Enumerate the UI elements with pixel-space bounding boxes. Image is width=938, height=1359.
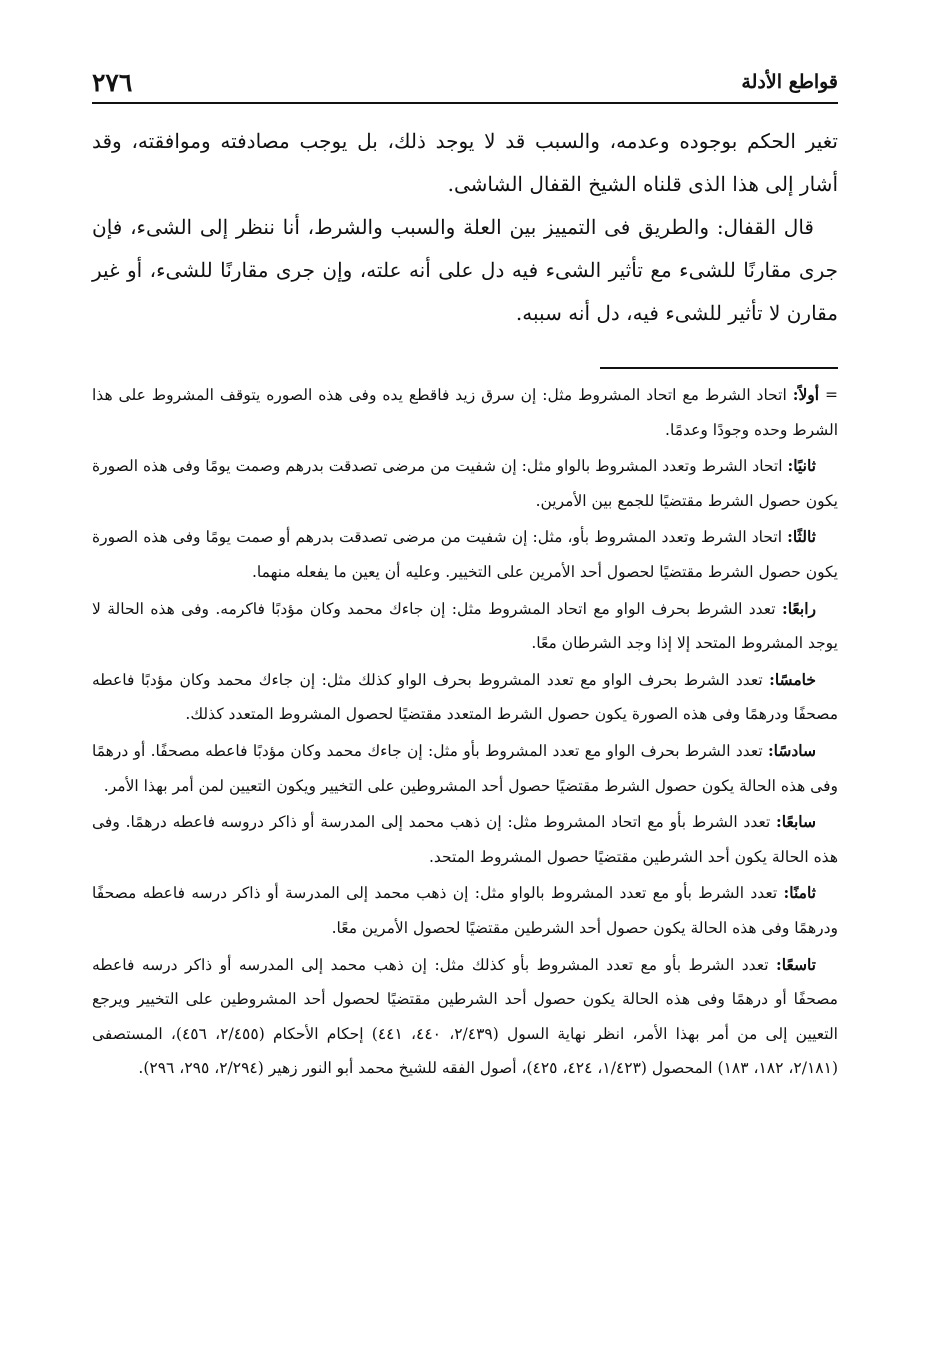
footnote-divider	[600, 367, 838, 369]
footnote-text: اتحاد الشرط مع اتحاد المشروط مثل: إن سرق زيد فاقطع يده وفى هذه الصوره يتوقف المشروط على هذا الشرط وحده وجودًا وعدمًا.	[92, 386, 838, 439]
footnote-text: اتحاد الشرط وتعدد المشروط بأو، مثل: إن شفيت من مرضى تصدقت بدرهم أو صمت يومًا وفى هذه الصورة يكون حصول الشرط مقتضيًا لحصول أحد الأمرين على التخيير. وعليه أن يعين ما يفعله منهما.	[92, 528, 838, 581]
footnote-text: تعدد الشرط بحرف الواو مع تعدد المشروط بحرف الواو كذلك مثل: إن جاءك محمد وكان مؤدبًا فاعطه مصحفًا ودرهمًا وفى هذه الصورة يكون حصول الشرط المتعدد مقتضيًا لحصول المشروط المتعدد كذلك.	[92, 670, 838, 724]
footnote-item-5	[92, 663, 838, 732]
footnote-prefix: =	[819, 386, 839, 404]
footnote-item-7	[92, 805, 838, 874]
footnote-label: رابعًا:	[781, 598, 816, 618]
footnote-text: تعدد الشرط بحرف الواو مع اتحاد المشروط مثل: إن جاءك محمد وكان مؤدبًا فاكرمه. وفى هذه الحالة لا يوجد المشروط المتحد إلا إذا وجد الشرطان معًا.	[92, 599, 838, 653]
page-header	[92, 62, 838, 104]
footnote-label: سابعًا:	[776, 812, 816, 832]
footnote-item-2	[92, 449, 838, 518]
footnote-item-8	[92, 876, 838, 945]
footnote-item-1	[92, 378, 838, 447]
footnote-text: تعدد الشرط بحرف الواو مع تعدد المشروط بأو مثل: إن جاءك محمد وكان مؤدبًا فاعطه مصحفًا. أو درهمًا وفى هذه الحالة يكون حصول الشرط مقتضيًا حصول أحد المشروطين على التخيير ويكون التعيين لمن أمر بهذا الأمر.	[92, 741, 838, 795]
running-title: قواطع الأدلة	[741, 71, 838, 93]
footnote-label: تاسعًا:	[776, 954, 816, 974]
footnote-label: ثامنًا:	[783, 883, 816, 903]
footnote-text: اتحاد الشرط وتعدد المشروط بالواو مثل: إن شفيت من مرضى تصدقت بدرهم وصمت يومًا وفى هذه الصورة يكون حصول الشرط مقتضيًا للجمع بين الأمرين.	[92, 457, 838, 510]
footnote-label: ثانيًا:	[787, 456, 816, 476]
main-text	[92, 120, 838, 335]
footnote-item-9	[92, 948, 838, 1086]
footnote-label: ثالثًا:	[787, 527, 816, 547]
footnote-item-4	[92, 592, 838, 661]
footnote-item-6	[92, 734, 838, 803]
page-number: ٢٧٦	[92, 67, 133, 97]
main-paragraph-2: قال القفال: والطريق فى التمييز بين العلة والسبب والشرط، أنا ننظر إلى الشىء، فإن جرى مقارنًا للشىء مع تأثير الشىء فيه دل على أنه علته، وإن جرى مقارنًا للشىء، أو غير مقارن لا تأثير للشىء فيه، دل أنه سببه.	[92, 215, 838, 325]
footnote-label: أولاً:	[792, 385, 820, 404]
footnote-label: خامسًا:	[769, 669, 816, 689]
main-paragraph-1: تغير الحكم بوجوده وعدمه، والسبب قد لا يوجد ذلك، بل يوجب مصادفته وموافقته، وقد أشار إلى هذا الذى قلناه الشيخ القفال الشاشى.	[92, 129, 838, 196]
footnote-text: تعدد الشرط بأو مع اتحاد المشروط مثل: إن ذهب محمد إلى المدرسة أو ذاكر دروسه فاعطه درهمًا. وفى هذه الحالة يكون أحد الشرطين مقتضيًا حصول المشروط المتحد.	[92, 813, 838, 866]
footnote-text: تعدد الشرط بأو مع تعدد المشروط بالواو مثل: إن ذهب محمد إلى المدرسة أو ذاكر درسه فاعطه مصحفًا ودرهمًا وفى هذه الحالة يكون حصول أحد الشرطين مقتضيًا لحصول الأمرين معًا.	[92, 884, 838, 937]
footnote-label: سادسًا:	[767, 740, 816, 760]
footnotes	[92, 378, 838, 1088]
footnote-item-3	[92, 520, 838, 589]
footnote-text: تعدد الشرط بأو مع تعدد المشروط بأو كذلك مثل: إن ذهب محمد إلى المدرسه أو ذاكر درسه فاعطه مصحفًا أو درهمًا وفى هذه الحالة يكون حصول أحد الشرطين مقتضيًا لحصول أحد المشروطين على التخيير ويرجع التعيين إلى من أمر بهذا الأمر، انظر نهاية السول (٢/٤٣٩، ٤٤٠، ٤٤١) إحكام الأحكام (٢/٤٥٥، ٤٥٦)، المستصفى (٢/١٨١، ١٨٢، ١٨٣) المحصول (١/٤٢٣، ٤٢٤، ٤٢٥)، أصول الفقه للشيخ محمد أبو النور زهير (٢/٢٩٤، ٢٩٥، ٢٩٦).	[92, 955, 838, 1078]
